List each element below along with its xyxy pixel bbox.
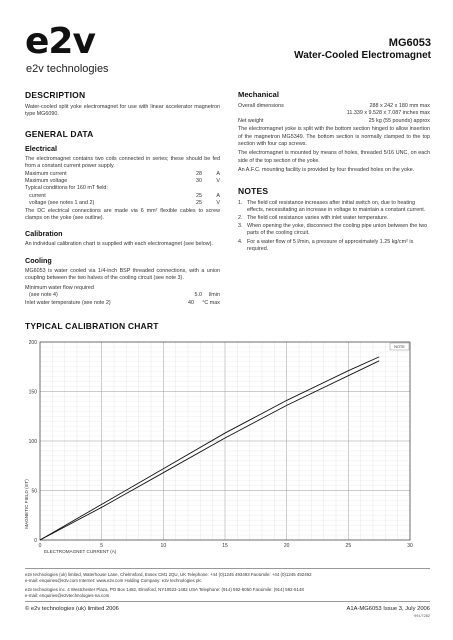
max-current-label: Maximum current	[25, 170, 67, 177]
typ-current-value: 25	[196, 192, 202, 199]
note-text: The field coil resistance varies with inlet water temperature.	[247, 215, 389, 222]
note-text: For a water flow of 5 l/min, a pressure of approximately 1.25 kg/cm² is required.	[247, 238, 414, 252]
e2v-logo: e2v	[25, 21, 95, 62]
mechanical-heading: Mechanical	[238, 90, 279, 99]
max-current-unit: A	[216, 170, 220, 177]
note-number: 4.	[238, 238, 243, 245]
note-item	[238, 223, 430, 237]
mechanical-p1: The electromagnet yoke is split with the bottom section hinged to allow insertion of the magnetron MG5349. The bottom section is normally clamped to the top section with four cap screws.	[238, 126, 430, 148]
max-voltage-label: Maximum voltage	[25, 178, 68, 185]
x-tick-label: 25	[345, 543, 352, 549]
footer-line-1: e2v technologies (uk) limited, Waterhouse Lane, Chelmsford, Essex CM1 2QU, UK Telephone: +44 (0)1245 493493 Facsimile: +44 (0)1245 492492	[25, 572, 312, 577]
typ-current-label: current	[29, 192, 46, 199]
right-column	[238, 90, 430, 254]
mechanical-p2: The electromagnet is mounted by means of holes, threaded 5/16 UNC, on each side of the top section of the yoke.	[238, 150, 430, 164]
description-heading: DESCRIPTION	[25, 90, 86, 100]
calibration-chart	[22, 336, 432, 558]
footer-line-4: e-mail: enquiries@e2vtechnologies-na.com	[25, 593, 110, 598]
notes-list	[238, 200, 430, 253]
x-tick-label: 30	[407, 543, 413, 549]
x-tick-label: 0	[38, 543, 42, 549]
temp-value: 40	[188, 299, 194, 306]
x-tick-label: 20	[283, 543, 290, 549]
temp-row	[25, 300, 220, 307]
flow-value: 5.0	[194, 292, 202, 299]
note-item	[238, 215, 430, 222]
temp-label: Inlet water temperature (see note 2)	[25, 299, 111, 306]
footer-uk	[25, 572, 312, 584]
product-name: Water-Cooled Electromagnet	[294, 50, 431, 61]
y-tick-label: 100	[28, 439, 37, 445]
flow-unit: l/min	[208, 292, 220, 299]
note-text: The field coil resistance increases after initial switch on, due to heating effects, necessitating an increase in voltage to maintain a constant current.	[247, 199, 426, 213]
typ-voltage-label: voltage (see notes 1 and 2)	[29, 200, 95, 207]
max-voltage-row	[25, 178, 220, 185]
calibration-heading: Calibration	[25, 229, 63, 239]
description-text: Water-cooled split yoke electromagnet for use with linear accelerator magnetron type MG6090.	[25, 104, 220, 118]
note-number: 1.	[238, 199, 243, 206]
temp-unit: °C max	[202, 299, 220, 306]
logo-subtitle: e2v technologies	[26, 63, 109, 75]
electrical-intro: The electromagnet contains two coils connected in series; these should be fed from a constant current power supply.	[25, 155, 220, 170]
weight-row	[238, 118, 430, 125]
footer-rule-bottom	[25, 601, 430, 602]
chart-heading: TYPICAL CALIBRATION CHART	[25, 321, 159, 331]
typ-current-unit: A	[216, 192, 220, 199]
cooling-text: MG6053 is water cooled via 1/4-inch BSP threaded connections, with a union coupling between the two halves of the cooling circuit (see note 3).	[25, 267, 220, 282]
mechanical-p3: An A.F.C. mounting facility is provided by four threaded holes on the yoke.	[238, 167, 415, 174]
dims-row	[238, 103, 430, 110]
x-tick-label: 15	[222, 543, 228, 549]
note-item	[238, 239, 430, 253]
typical-conditions-label: Typical conditions for 160 mT field:	[25, 185, 108, 192]
y-tick-label: 200	[28, 340, 37, 346]
note-number: 2.	[238, 215, 243, 222]
dims-label: Overall dimensions	[238, 103, 284, 109]
left-column	[25, 90, 220, 307]
max-voltage-unit: V	[216, 178, 220, 185]
flow-row	[25, 292, 220, 299]
x-tick-label: 10	[160, 543, 167, 549]
note-annotation: NOTE	[394, 345, 405, 349]
note-item	[238, 200, 430, 214]
electrical-heading: Electrical	[25, 143, 57, 153]
typ-voltage-value: 25	[196, 200, 202, 207]
dims-mm: 288 x 242 x 180 mm max	[369, 103, 430, 109]
dims-in-row	[238, 110, 430, 117]
document-reference: A1A-MG6053 Issue 3, July 2006	[346, 606, 430, 612]
y-tick-label: 150	[28, 389, 37, 396]
max-current-row	[25, 171, 220, 178]
max-current-value: 28	[196, 170, 202, 177]
calibration-text: An individual calibration chart is supplied with each electromagnet (see below).	[25, 241, 213, 248]
footer-line-3: e2v technologies inc. 4 Westchester Plaza, PO Box 1482, Elmsford, NY10523-1482 USA Telephone: (914) 592-6050 Facsimile: (914) 592-5148	[25, 587, 304, 592]
x-tick-label: 5	[100, 543, 104, 549]
note-text: When opening the yoke, disconnect the cooling pipe union between the two parts of the cooling circuit.	[247, 223, 428, 237]
calibration-curve-2	[40, 357, 379, 540]
note-number: 3.	[238, 223, 243, 230]
weight-label: Net weight	[238, 117, 264, 124]
footer-rule-top	[25, 568, 430, 569]
x-axis-label: ELECTROMAGNET CURRENT (A)	[44, 549, 117, 554]
y-axis-label: MAGNETIC FIELD (mT)	[24, 479, 29, 529]
max-voltage-value: 30	[196, 178, 202, 185]
document-code: 991/7282	[414, 614, 430, 618]
notes-heading: NOTES	[238, 185, 269, 196]
flow-note-label: (see note 4)	[29, 292, 58, 299]
copyright: © e2v technologies (uk) limited 2006	[25, 606, 119, 612]
dc-connections-text: The DC electrical connections are made via 6 mm² flexible cables to screw clamps on the yoke (see outline).	[25, 207, 220, 222]
general-data-heading: GENERAL DATA	[25, 128, 94, 139]
part-number: MG6053	[388, 37, 431, 49]
weight-value: 25 kg (55 pounds) approx	[368, 117, 430, 124]
cooling-heading: Cooling	[25, 255, 52, 265]
typ-voltage-row	[25, 200, 220, 207]
flow-label: Minimum water flow required	[25, 284, 94, 291]
calibration-curve-1	[40, 361, 379, 540]
footer-us	[25, 587, 304, 599]
y-tick-label: 50	[31, 488, 37, 495]
footer-line-2: e-mail: enquiries@e2v.com Internet: www.e2v.com Holding Company: e2v technologies plc	[25, 578, 202, 583]
y-tick-label: 0	[34, 538, 37, 544]
dims-in: 11.339 x 9.528 x 7.087 inches max	[346, 110, 430, 117]
typ-voltage-unit: V	[216, 200, 220, 207]
typ-current-row	[25, 193, 220, 200]
